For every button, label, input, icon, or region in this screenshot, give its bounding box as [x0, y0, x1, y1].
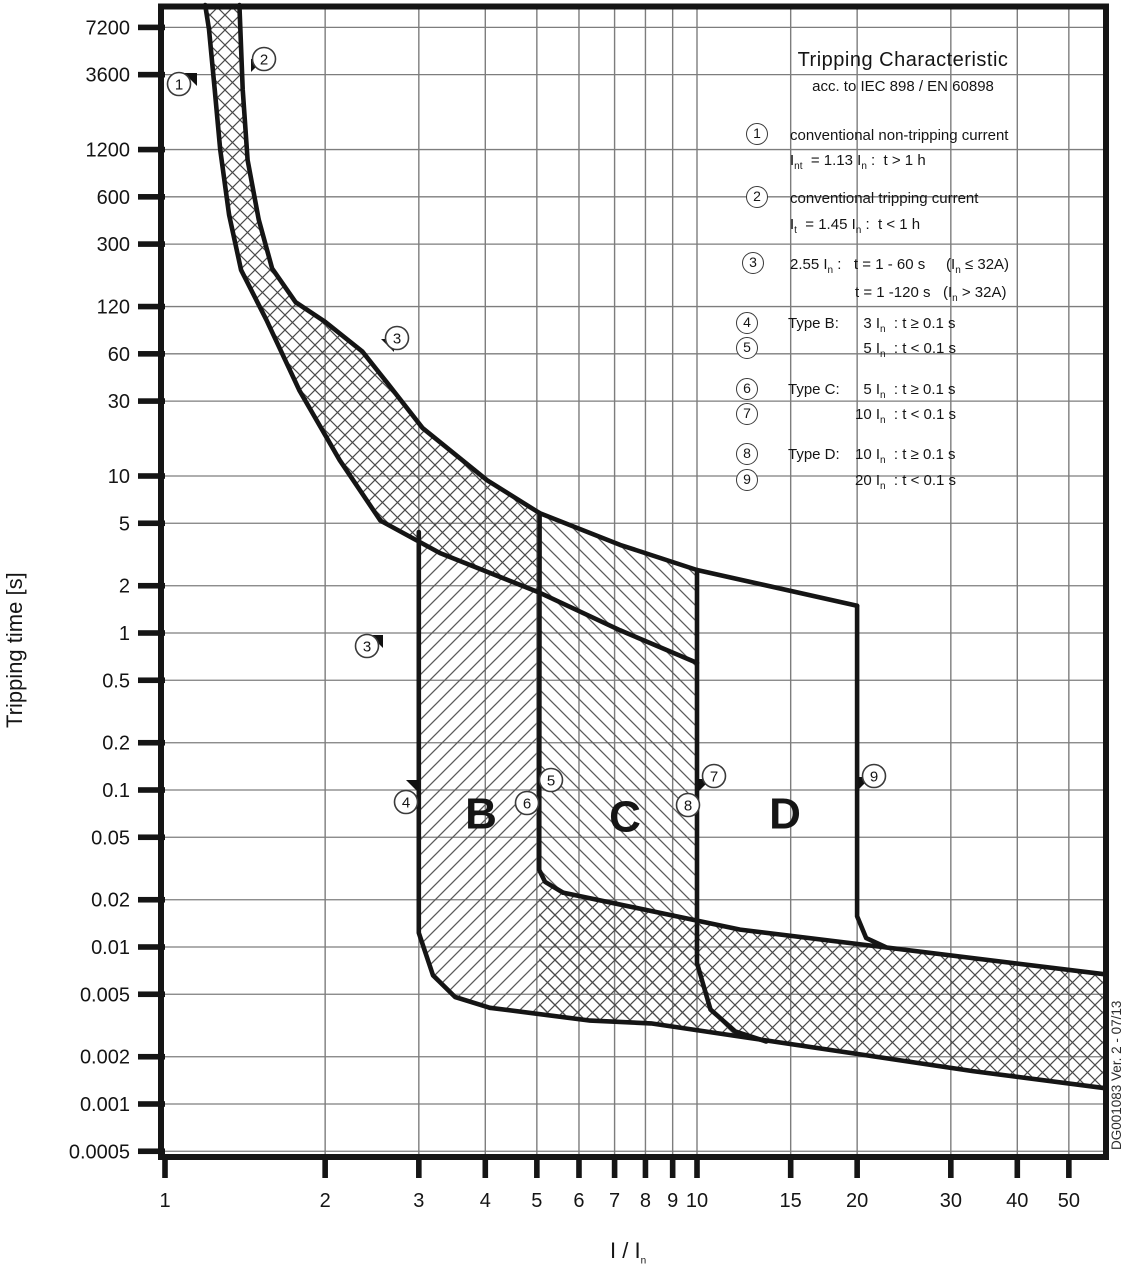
x-tick-label: 30 — [939, 1190, 962, 1212]
y-tick-label: 0.05 — [91, 827, 130, 850]
legend-type-label: Type C: — [788, 381, 840, 398]
y-tick-label: 0.02 — [91, 889, 130, 912]
y-tick — [138, 677, 165, 683]
y-tick — [138, 944, 165, 950]
y-tick-label: 0.0005 — [68, 1141, 130, 1164]
chart-title: Tripping Characteristic — [797, 49, 1009, 71]
legend-number-8: 8 — [736, 443, 758, 465]
y-tick-label: 0.2 — [102, 732, 130, 755]
x-tick — [612, 1157, 618, 1178]
legend-number-7: 7 — [736, 403, 758, 425]
region-zone-B — [419, 532, 540, 1013]
x-tick-label: 50 — [1057, 1190, 1080, 1212]
x-tick-label: 20 — [846, 1190, 869, 1212]
curve-thermal-upper-limit — [239, 5, 857, 606]
y-tick — [138, 787, 165, 793]
marker-number: 9 — [869, 768, 879, 786]
legend-number-4: 4 — [736, 312, 758, 334]
y-tick-label: 1200 — [85, 139, 130, 162]
x-tick — [1066, 1157, 1072, 1178]
y-tick — [138, 72, 165, 78]
x-tick-label: 6 — [573, 1190, 585, 1212]
x-tick-label: 2 — [319, 1190, 331, 1212]
legend-formula: 20 $I_n$ : t < 0.1 s — [855, 472, 957, 492]
x-tick-label: 7 — [609, 1190, 621, 1212]
y-tick — [138, 897, 165, 903]
x-tick — [788, 1157, 794, 1178]
y-tick — [138, 25, 165, 31]
x-axis-title: I / $I_n$ — [610, 1238, 647, 1267]
y-tick — [138, 740, 165, 746]
y-tick-label: 30 — [107, 391, 130, 414]
y-tick-label: 120 — [96, 296, 130, 319]
y-tick — [138, 834, 165, 840]
legend-formula: 10 $I_n$ : t ≥ 0.1 s — [855, 446, 956, 466]
x-tick — [416, 1157, 422, 1178]
y-tick-label: 3600 — [85, 64, 130, 87]
x-tick — [576, 1157, 582, 1178]
x-tick — [854, 1157, 860, 1178]
legend-number-5: 5 — [736, 337, 758, 359]
y-tick-label: 600 — [96, 186, 130, 209]
marker-number: 2 — [259, 51, 269, 69]
chart-subtitle: acc. to IEC 898 / EN 60898 — [812, 78, 994, 95]
y-tick-label: 0.01 — [91, 937, 130, 959]
x-tick-label: 10 — [685, 1190, 709, 1212]
legend-number-3: 3 — [742, 252, 764, 274]
y-tick — [138, 351, 165, 357]
legend-formula: 10 $I_n$ : t < 0.1 s — [855, 406, 957, 426]
marker-number: 1 — [174, 76, 184, 94]
zone-label-C: C — [609, 792, 641, 842]
zone-label-D: D — [769, 789, 801, 839]
marker-number: 3 — [392, 330, 402, 348]
marker-number: 8 — [683, 797, 693, 815]
x-tick — [694, 1157, 700, 1178]
x-tick-label: 3 — [413, 1190, 425, 1212]
legend-line: conventional tripping current — [790, 190, 979, 207]
marker-number: 4 — [401, 794, 411, 812]
y-tick-label: 5 — [118, 513, 130, 536]
zone-label-B: B — [465, 789, 497, 839]
legend-number-1: 1 — [746, 123, 768, 145]
y-tick — [138, 630, 165, 636]
y-axis-title: Tripping time [s] — [2, 572, 27, 728]
y-tick-label: 10 — [107, 466, 130, 488]
legend-number-9: 9 — [736, 469, 758, 491]
x-tick — [534, 1157, 540, 1178]
x-tick-label: 40 — [1006, 1190, 1029, 1212]
legend-formula: 5 $I_n$ : t < 0.1 s — [855, 340, 957, 360]
y-tick-label: 0.005 — [79, 984, 130, 1007]
marker-number: 7 — [709, 768, 719, 786]
x-tick-label: 1 — [159, 1190, 171, 1212]
y-tick — [138, 147, 165, 153]
y-tick-label: 2 — [118, 575, 130, 598]
x-tick-label: 15 — [779, 1190, 802, 1212]
x-tick-label: 8 — [639, 1190, 652, 1212]
y-tick — [138, 473, 165, 479]
marker-number: 5 — [546, 772, 556, 790]
x-tick — [948, 1157, 954, 1178]
y-tick — [138, 520, 165, 526]
y-tick-label: 0.1 — [102, 780, 130, 802]
document-code: DG001083 Ver. 2 - 07/13 — [1109, 1000, 1124, 1150]
x-tick — [1014, 1157, 1020, 1178]
y-tick — [138, 1148, 165, 1154]
y-tick — [138, 304, 165, 310]
legend-line: t = 1 -120 s $(I_n > 32A)$ — [855, 284, 1007, 304]
legend-number-6: 6 — [736, 378, 758, 400]
y-tick-label: 1 — [118, 623, 130, 645]
legend-formula: 5 $I_n$ : t ≥ 0.1 s — [855, 381, 956, 401]
y-tick — [138, 194, 165, 200]
legend-number-2: 2 — [746, 186, 768, 208]
legend-line: $I_{nt} = 1.13$ $I_n$ : t > 1 h — [790, 152, 926, 172]
y-tick — [138, 583, 165, 589]
legend-formula: 3 $I_n$ : t ≥ 0.1 s — [855, 315, 956, 335]
y-tick — [138, 1101, 165, 1107]
y-tick — [138, 241, 165, 247]
x-tick — [322, 1157, 328, 1178]
x-tick — [670, 1157, 676, 1178]
x-tick-label: 9 — [667, 1190, 679, 1212]
x-tick — [643, 1157, 649, 1178]
marker-number: 6 — [522, 795, 532, 813]
y-tick-label: 0.5 — [102, 670, 130, 693]
x-tick — [162, 1157, 168, 1178]
y-tick — [138, 398, 165, 404]
legend-line: 2.55 $I_n$ : t = 1 - 60 s $(I_n \le 32A)$ — [790, 256, 1010, 276]
x-tick-label: 5 — [531, 1190, 543, 1212]
y-tick-label: 60 — [107, 343, 130, 366]
x-tick-label: 4 — [479, 1190, 491, 1212]
y-tick-label: 0.002 — [79, 1046, 130, 1069]
legend-line: $I_t = 1.45$ $I_n$ : t < 1 h — [790, 216, 921, 236]
marker-number: 3 — [362, 638, 372, 656]
y-tick-label: 300 — [96, 234, 130, 257]
x-tick — [482, 1157, 488, 1178]
y-tick-label: 0.001 — [79, 1094, 130, 1116]
legend-line: conventional non-tripping current — [790, 127, 1009, 144]
y-tick-label: 7200 — [85, 17, 130, 40]
legend-type-label: Type B: — [788, 315, 839, 332]
y-tick — [138, 1054, 165, 1060]
y-tick — [138, 991, 165, 997]
legend-type-label: Type D: — [788, 446, 840, 463]
